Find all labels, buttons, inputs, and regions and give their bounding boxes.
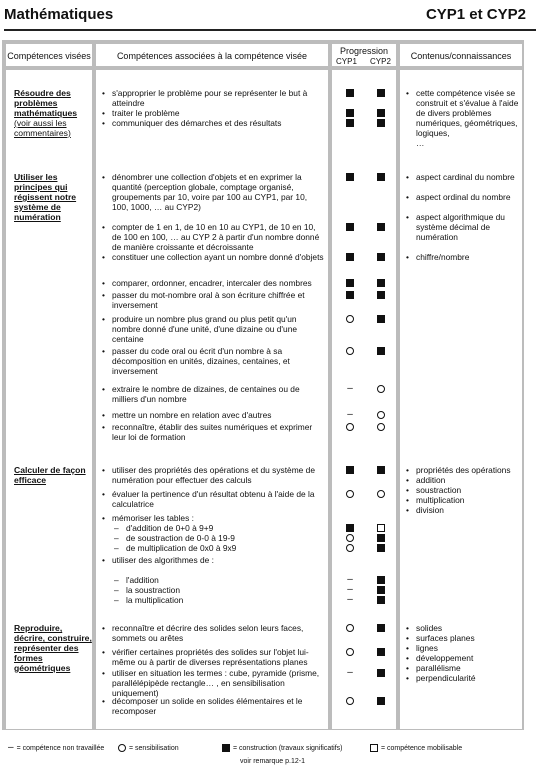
bullet: •: [102, 422, 105, 432]
cyp1-circle-icon: [346, 315, 354, 323]
sub-dash: –: [114, 575, 119, 585]
legend-note: voir remarque p.12-1: [240, 758, 305, 765]
bullet: •: [406, 495, 409, 505]
content-text: perpendicularité: [416, 673, 476, 683]
cyp1-filled-square-icon: [346, 223, 354, 231]
header-competences-associees: [96, 44, 328, 66]
header-progression: [332, 44, 396, 66]
bullet: •: [406, 475, 409, 485]
cyp1-filled-square-icon: [346, 279, 354, 287]
cyp1-dash-icon: –: [347, 409, 353, 420]
legend-open-square: = compétence mobilisable: [370, 744, 462, 752]
bullet: •: [102, 290, 105, 300]
open-square-icon: [370, 744, 378, 752]
competence-text: la soustraction: [126, 585, 180, 595]
bullet: •: [406, 485, 409, 495]
content-text: addition: [416, 475, 446, 485]
cyp2-filled-square-icon: [377, 89, 385, 97]
cyp1-filled-square-icon: [346, 466, 354, 474]
cyp1-circle-icon: [346, 544, 354, 552]
content-text: aspect algorithmique du système décimal de numération: [416, 212, 505, 242]
cyp2-filled-square-icon: [377, 119, 385, 127]
bullet: •: [102, 278, 105, 288]
content-text: aspect ordinal du nombre: [416, 192, 511, 202]
content-text: lignes: [416, 643, 438, 653]
content-text: propriétés des opérations: [416, 465, 511, 475]
bullet: •: [406, 623, 409, 633]
header-label: Contenus/connaissances: [410, 51, 512, 61]
content-text: cette compétence visée se construit et s'évalue à l'aide de divers problèmes numériques, géométriques, logiques,: [416, 88, 519, 138]
cyp2-open-square-icon: [377, 524, 385, 532]
header-cyp2: CYP2: [370, 57, 391, 66]
bullet: •: [102, 513, 105, 523]
cyp1-circle-icon: [346, 697, 354, 705]
sub-dash: –: [114, 523, 119, 533]
header-label: Compétences visées: [7, 51, 91, 61]
bullet: •: [102, 384, 105, 394]
cyp1-filled-square-icon: [346, 109, 354, 117]
bullet: •: [406, 633, 409, 643]
cyp1-filled-square-icon: [346, 89, 354, 97]
cyp2-circle-icon: [377, 385, 385, 393]
competence-text: mémoriser les tables :: [112, 513, 194, 523]
cyp2-filled-square-icon: [377, 544, 385, 552]
competence-text: mettre un nombre en relation avec d'autres: [112, 410, 272, 420]
cyp1-filled-square-icon: [346, 253, 354, 261]
cyp2-filled-square-icon: [377, 596, 385, 604]
subject-title: Mathématiques: [4, 6, 114, 23]
cyp2-filled-square-icon: [377, 697, 385, 705]
bullet: •: [102, 623, 105, 633]
cyp1-dash-icon: –: [347, 383, 353, 394]
competence-text: vérifier certaines propriétés des solides sur l'objet lui-même ou à partir de diverses représentations planes: [112, 647, 309, 667]
circle-icon: [118, 744, 126, 752]
col-contenus: [400, 70, 522, 729]
competence-text: reconnaître et décrire des solides selon leurs faces, sommets ou arêtes: [112, 623, 304, 643]
legend-square: = construction (travaux significatifs): [222, 744, 343, 752]
competence-text: de soustraction de 0-0 à 19-9: [126, 533, 235, 543]
cyp1-filled-square-icon: [346, 119, 354, 127]
competence-text: de multiplication de 0x0 à 9x9: [126, 543, 237, 553]
cyp2-filled-square-icon: [377, 576, 385, 584]
content-text: aspect cardinal du nombre: [416, 172, 515, 182]
bullet: •: [406, 465, 409, 475]
cyp2-filled-square-icon: [377, 648, 385, 656]
cyp2-filled-square-icon: [377, 109, 385, 117]
competence-text: extraire le nombre de dizaines, de centaines ou de milliers d'un nombre: [112, 384, 300, 404]
legend-circle: = sensibilisation: [118, 744, 179, 752]
competence-text: utiliser en situation les termes : cube, pyramide (prisme, parallélépipède rectangle… , en sensibilisation uniquement): [112, 668, 320, 698]
bullet: •: [102, 118, 105, 128]
competence-text: passer du mot-nombre oral à son écriture chiffrée et inversement: [112, 290, 305, 310]
competence-text: dénombrer une collection d'objets et en exprimer la quantité (perception globale, comptage organisé, groupements par 10, voire par 100 au CYP1, par 10, 100, 1000, … au CYP2): [112, 172, 308, 212]
content-text: soustraction: [416, 485, 462, 495]
cyp2-filled-square-icon: [377, 347, 385, 355]
competence-text: l'addition: [126, 575, 159, 585]
bullet: •: [102, 222, 105, 232]
bullet: •: [102, 410, 105, 420]
header-cyp1: CYP1: [336, 57, 357, 66]
competence-text: utiliser des algorithmes de :: [112, 555, 214, 565]
cyp1-circle-icon: [346, 347, 354, 355]
bullet: •: [406, 505, 409, 515]
competence-text: évaluer la pertinence d'un résultat obtenu à l'aide de la calculatrice: [112, 489, 315, 509]
bullet: •: [406, 653, 409, 663]
sub-dash: –: [114, 533, 119, 543]
content-text: solides: [416, 623, 443, 633]
section-title: Résoudre des problèmes mathématiques (voir aussi les commentaires): [14, 88, 78, 138]
bullet: •: [406, 172, 409, 182]
competence-text: utiliser des propriétés des opérations et du système de numération pour effectuer des calculs: [112, 465, 315, 485]
cyp1-circle-icon: [346, 624, 354, 632]
cyp2-filled-square-icon: [377, 279, 385, 287]
cyp1-circle-icon: [346, 423, 354, 431]
cyp1-circle-icon: [346, 648, 354, 656]
bullet: •: [102, 465, 105, 475]
bullet: •: [406, 252, 409, 262]
cyp1-filled-square-icon: [346, 291, 354, 299]
filled-square-icon: [222, 744, 230, 752]
competence-table: [2, 40, 524, 730]
content-text: chiffre/nombre: [416, 252, 470, 262]
cyp1-filled-square-icon: [346, 524, 354, 532]
bullet: •: [406, 212, 409, 222]
content-text: division: [416, 505, 444, 515]
cyp2-filled-square-icon: [377, 291, 385, 299]
cyp2-filled-square-icon: [377, 534, 385, 542]
sub-dash: –: [114, 543, 119, 553]
bullet: •: [406, 643, 409, 653]
header-rule: [4, 29, 536, 31]
competence-text: la multiplication: [126, 595, 184, 605]
cyp2-filled-square-icon: [377, 315, 385, 323]
bullet: •: [102, 172, 105, 182]
cyp2-circle-icon: [377, 490, 385, 498]
col-progression: [332, 70, 396, 729]
sub-dash: –: [114, 585, 119, 595]
bullet: •: [102, 252, 105, 262]
bullet: •: [406, 673, 409, 683]
competence-text: comparer, ordonner, encadrer, intercaler des nombres: [112, 278, 312, 288]
header-competences-visees: [6, 44, 92, 66]
header-contenus: [400, 44, 522, 66]
section-note: (voir aussi les commentaires): [14, 118, 71, 138]
content-text: multiplication: [416, 495, 465, 505]
competence-text: passer du code oral ou écrit d'un nombre à sa décomposition en unités, dizaines, centaines, et inversement: [112, 346, 290, 376]
cyp1-dash-icon: –: [347, 594, 353, 605]
cyp2-filled-square-icon: [377, 466, 385, 474]
bullet: •: [102, 696, 105, 706]
content-text: développement: [416, 653, 474, 663]
cyp1-circle-icon: [346, 534, 354, 542]
bullet: •: [102, 489, 105, 499]
cyp2-circle-icon: [377, 423, 385, 431]
cycles-title: CYP1 et CYP2: [425, 6, 526, 23]
competence-text: s'approprier le problème pour se représenter le but à atteindre: [112, 88, 308, 108]
cyp1-circle-icon: [346, 490, 354, 498]
cyp1-filled-square-icon: [346, 173, 354, 181]
bullet: •: [102, 647, 105, 657]
cyp2-filled-square-icon: [377, 223, 385, 231]
bullet: •: [102, 88, 105, 98]
cyp2-filled-square-icon: [377, 253, 385, 261]
competence-text: décomposer un solide en solides élémentaires et le recomposer: [112, 696, 303, 716]
header-label: Compétences associées à la compétence visée: [116, 51, 308, 61]
bullet: •: [102, 314, 105, 324]
bullet: •: [102, 668, 105, 678]
competence-text: d'addition de 0+0 à 9+9: [126, 523, 214, 533]
bullet: •: [406, 88, 409, 98]
bullet: •: [406, 663, 409, 673]
sub-dash: –: [114, 595, 119, 605]
competence-text: compter de 1 en 1, de 10 en 10 au CYP1, de 10 en 10, de 100 en 100, … au CYP 2 à partir d'un nombre donné de manière croissante et décroissante: [112, 222, 320, 252]
section-title: Utiliser les principes qui régissent notre système de numération: [14, 172, 77, 222]
competence-text: produire un nombre plus grand ou plus petit qu'un nombre donné d'une unité, d'une dizaine ou d'une centaine: [112, 314, 298, 344]
content-text: parallélisme: [416, 663, 461, 673]
content-text: surfaces planes: [416, 633, 475, 643]
section-title: Calculer de façon efficace: [14, 465, 86, 485]
bullet: •: [102, 346, 105, 356]
cyp1-dash-icon: –: [347, 574, 353, 585]
cyp2-filled-square-icon: [377, 624, 385, 632]
content-text: …: [416, 138, 425, 148]
col-competences-associees: [96, 70, 328, 729]
cyp2-filled-square-icon: [377, 173, 385, 181]
cyp1-dash-icon: –: [347, 584, 353, 595]
bullet: •: [102, 108, 105, 118]
bullet: •: [102, 555, 105, 565]
cyp2-circle-icon: [377, 411, 385, 419]
competence-text: communiquer des démarches et des résultats: [112, 118, 282, 128]
cyp1-dash-icon: –: [347, 667, 353, 678]
header-label: Progression: [339, 46, 389, 56]
section-title: Reproduire, décrire, construire, représenter des formes géométriques: [14, 623, 92, 673]
competence-text: reconnaître, établir des suites numériques et exprimer leur loi de formation: [112, 422, 313, 442]
legend-dash: – = compétence non travaillée: [8, 742, 105, 753]
dash-icon: –: [8, 742, 14, 753]
col-competences-visees: [6, 70, 92, 729]
competence-text: constituer une collection ayant un nombre donné d'objets: [112, 252, 324, 262]
competence-text: traiter le problème: [112, 108, 180, 118]
cyp2-filled-square-icon: [377, 586, 385, 594]
cyp2-filled-square-icon: [377, 669, 385, 677]
bullet: •: [406, 192, 409, 202]
